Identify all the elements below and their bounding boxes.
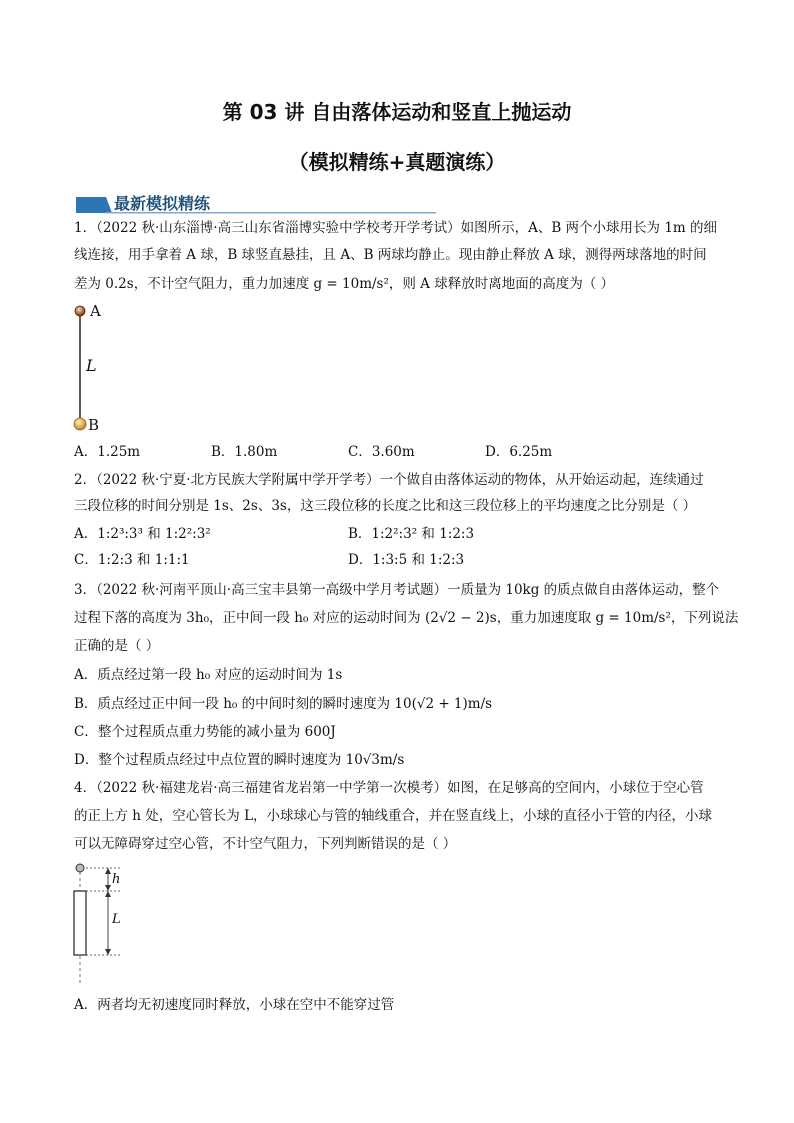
page-subtitle: （模拟精练+真题演练） <box>288 150 506 174</box>
ball-a-label: A <box>90 302 101 320</box>
tube-length-l-label: L <box>112 912 121 927</box>
q3-option-b: B．质点经过正中间一段 h₀ 的中间时刻的瞬时速度为 10(√2 + 1)m/s <box>74 696 493 712</box>
q2-option-c: C．1:2:3 和 1:1:1 <box>74 552 190 568</box>
section-label: 最新模拟精练 <box>114 194 211 213</box>
q1-option-d: D．6.25m <box>485 444 553 460</box>
q1-option-b: B．1.80m <box>211 444 278 460</box>
q3-line-2: 过程下落的高度为 3h₀，正中间一段 h₀ 对应的运动时间为 (2√2 − 2)s，重力加速度取 g = 10m/s²，下列说法 <box>74 610 739 626</box>
q3-line-3: 正确的是（ ） <box>74 638 160 654</box>
q2-option-a: A．1:2³:3³ 和 1:2²:3² <box>74 526 211 542</box>
q1-figure <box>70 300 130 439</box>
q4-figure <box>66 860 136 994</box>
q1-line-3: 差为 0.2s，不计空气阻力，重力加速度 g = 10m/s²，则 A 球释放时离地面的高度为（ ） <box>74 276 615 292</box>
q4-line-2: 的正上方 h 处，空心管长为 L，小球球心与管的轴线重合，并在竖直线上，小球的直径小于管的内径，小球 <box>74 808 713 824</box>
q2-line-2: 三段位移的时间分别是 1s、2s、3s，这三段位移的长度之比和这三段位移上的平均速度之比分别是（ ） <box>74 498 697 514</box>
page-title: 第 03 讲 自由落体运动和竖直上抛运动 <box>222 100 572 124</box>
height-h-label: h <box>112 872 121 887</box>
length-l-label: L <box>86 356 97 375</box>
section-banner <box>76 193 436 215</box>
q1-line-2: 线连接，用手拿着 A 球，B 球竖直悬挂，且 A、B 两球均静止。现由静止释放 A 球，测得两球落地的时间 <box>74 247 707 263</box>
q2-option-d: D．1:3:5 和 1:2:3 <box>348 552 465 568</box>
q3-option-c: C．整个过程质点重力势能的减小量为 600J <box>74 724 336 740</box>
q3-line-1: 3．（2022 秋·河南平顶山·高三宝丰县第一高级中学月考试题）一质量为 10kg 的质点做自由落体运动，整个 <box>74 582 720 598</box>
ball-b-label: B <box>88 416 100 434</box>
two-balls-string-icon <box>70 300 130 435</box>
q4-line-1: 4．（2022 秋·福建龙岩·高三福建省龙岩第一中学第一次模考）如图，在足够高的空间内，小球位于空心管 <box>74 780 704 796</box>
q2-option-b: B．1:2²:3² 和 1:2:3 <box>348 526 475 542</box>
q1-option-a: A．1.25m <box>74 444 141 460</box>
q1-line-1: 1．（2022 秋·山东淄博·高三山东省淄博实验中学校考开学考试）如图所示，A、B 两个小球用长为 1m 的细 <box>74 220 718 236</box>
q3-option-a: A．质点经过第一段 h₀ 对应的运动时间为 1s <box>74 667 343 683</box>
q2-line-1: 2．（2022 秋·宁夏·北方民族大学附属中学开学考）一个做自由落体运动的物体，从开始运动起，连续通过 <box>74 472 704 488</box>
q4-line-3: 可以无障碍穿过空心管，不计空气阻力，下列判断错误的是（ ） <box>74 836 457 852</box>
q3-option-d: D．整个过程质点经过中点位置的瞬时速度为 10√3m/s <box>74 752 405 768</box>
ball-above-tube-icon <box>66 860 136 990</box>
q4-option-a: A．两者均无初速度同时释放，小球在空中不能穿过管 <box>74 997 395 1013</box>
q1-option-c: C．3.60m <box>348 444 415 460</box>
